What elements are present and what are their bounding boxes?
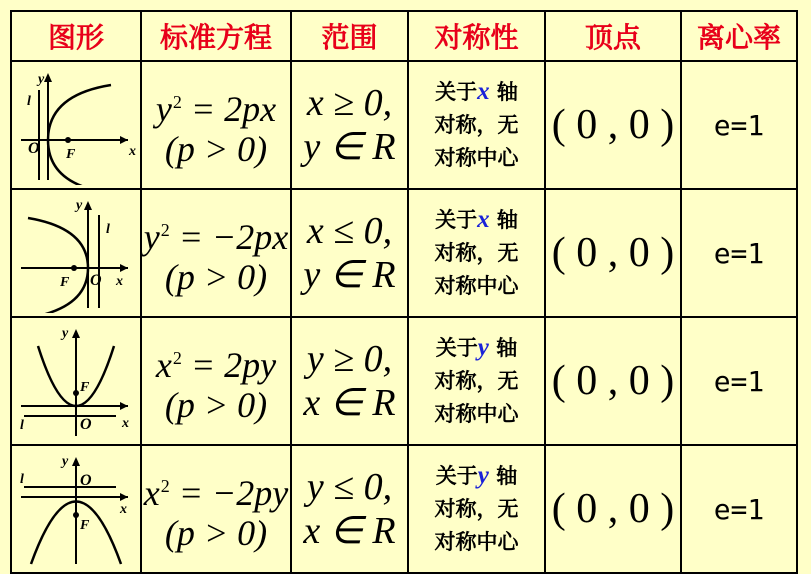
- header-vertex: 顶点: [545, 11, 681, 61]
- eccentricity-cell: e=1: [681, 189, 797, 317]
- x-axis-label: x: [129, 144, 136, 159]
- y-axis-label: y: [62, 326, 69, 341]
- origin-label: O: [28, 140, 40, 157]
- vertex-cell: ( 0 , 0 ): [545, 317, 681, 445]
- parabola-table: [10, 10, 798, 574]
- equation-cell: $x^2 = -2py$ (p > 0): [141, 445, 291, 573]
- focus-label: F: [80, 380, 90, 395]
- eccentricity-cell: e=1: [681, 317, 797, 445]
- equation-cell: $y^2 = -2px$ (p > 0): [141, 189, 291, 317]
- graph-cell: [11, 61, 141, 189]
- x-axis-label: x: [116, 274, 123, 289]
- vertex-cell: ( 0 , 0 ): [545, 445, 681, 573]
- range-cell: y ≥ 0, x ∈ R: [291, 317, 408, 445]
- range-cell: x ≤ 0, y ∈ R: [291, 189, 408, 317]
- table-row: [11, 189, 797, 317]
- eccentricity-cell: e=1: [681, 445, 797, 573]
- parabola-up-graph: [16, 321, 136, 441]
- directrix-label: l: [27, 94, 31, 109]
- table-row: [11, 317, 797, 445]
- symmetry-cell: 关于y 轴 对称，无 对称中心: [408, 317, 545, 445]
- header-eccentricity: 离心率: [681, 11, 797, 61]
- graph-cell: [11, 445, 141, 573]
- y-axis-label: y: [76, 198, 83, 213]
- vertex-cell: ( 0 , 0 ): [545, 189, 681, 317]
- origin-label: O: [80, 472, 92, 489]
- origin-label: O: [90, 272, 102, 289]
- header-graph: 图形: [11, 11, 141, 61]
- range-cell: x ≥ 0, y ∈ R: [291, 61, 408, 189]
- directrix-label: l: [20, 472, 24, 487]
- y-axis-label: y: [38, 72, 45, 87]
- table-row: [11, 61, 797, 189]
- vertex-cell: ( 0 , 0 ): [545, 61, 681, 189]
- symmetry-cell: 关于x 轴 对称，无 对称中心: [408, 61, 545, 189]
- table-row: [11, 445, 797, 573]
- y-axis-label: y: [62, 454, 69, 469]
- graph-cell: [11, 317, 141, 445]
- equation-cell: $y^2 = 2px$ (p > 0): [141, 61, 291, 189]
- header-range: 范围: [291, 11, 408, 61]
- header-equation: 标准方程: [141, 11, 291, 61]
- directrix-label: l: [20, 418, 24, 433]
- x-axis-label: x: [122, 416, 129, 431]
- symmetry-cell: 关于x 轴 对称，无 对称中心: [408, 189, 545, 317]
- graph-cell: [11, 189, 141, 317]
- focus-label: F: [60, 275, 70, 290]
- equation-cell: $x^2 = 2py$ (p > 0): [141, 317, 291, 445]
- header-row: [11, 11, 797, 61]
- eccentricity-cell: e=1: [681, 61, 797, 189]
- parabola-down-graph: [16, 449, 136, 569]
- origin-label: O: [80, 416, 92, 433]
- symmetry-cell: 关于y 轴 对称，无 对称中心: [408, 445, 545, 573]
- header-symmetry: 对称性: [408, 11, 545, 61]
- parabola-left-graph: [16, 193, 136, 313]
- parabola-right-graph: [16, 65, 136, 185]
- directrix-label: l: [106, 222, 110, 237]
- focus-label: F: [80, 518, 90, 533]
- range-cell: y ≤ 0, x ∈ R: [291, 445, 408, 573]
- x-axis-label: x: [120, 502, 127, 517]
- focus-label: F: [66, 147, 76, 162]
